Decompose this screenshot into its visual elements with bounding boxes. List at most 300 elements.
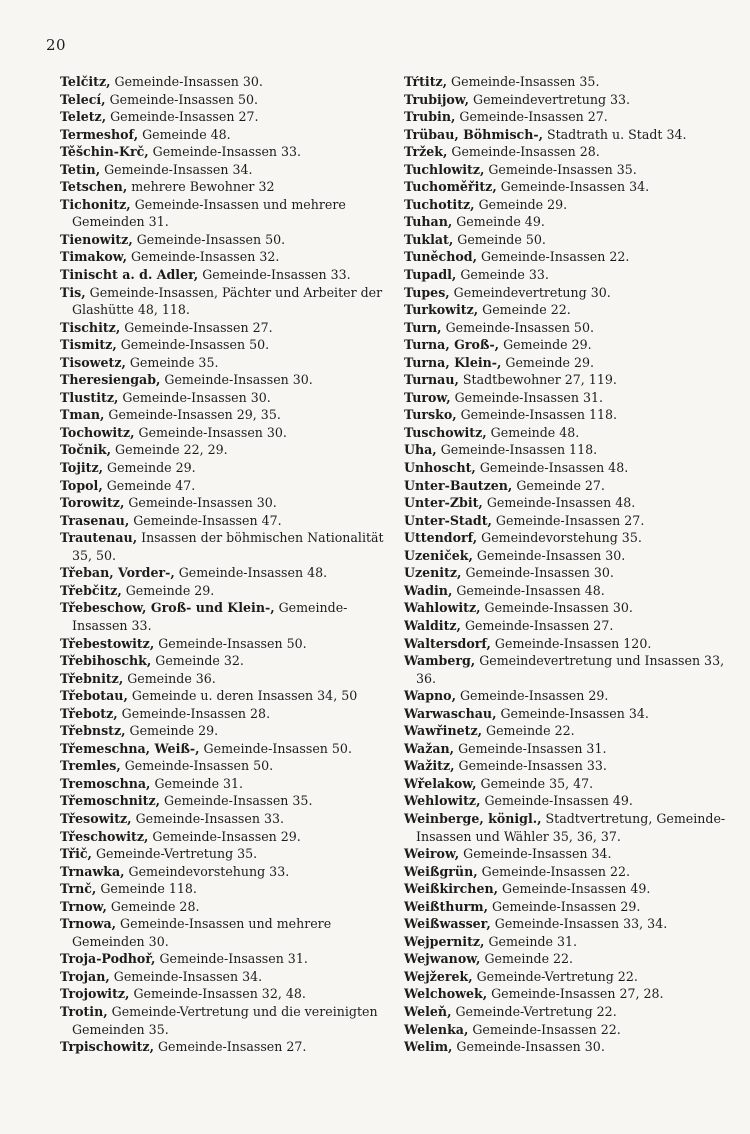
entry-description: Stadtrath u. Stadt 34.: [542, 126, 687, 142]
entry-description: Gemeinde 50.: [453, 231, 546, 247]
entry-description: Gemeinde-Insassen 50.: [116, 337, 270, 353]
entry-place-name: Třebčitz,: [60, 582, 122, 598]
entry-place-name: Walditz,: [404, 617, 461, 633]
index-entry: [404, 284, 726, 302]
entry-description: Gemeinde-Insassen 27.: [106, 109, 259, 125]
entry-description: Gemeinde-Insassen 30.: [134, 424, 287, 440]
entry-description: Gemeinde 29.: [499, 337, 592, 353]
entry-description: Gemeinde-Insassen 28.: [117, 705, 271, 721]
entry-place-name: Wadin,: [404, 582, 453, 598]
index-entry: [404, 564, 726, 582]
entry-place-name: Tetin,: [60, 161, 101, 177]
entry-description: Gemeinde-Insassen 35.: [160, 793, 313, 809]
index-entry: [60, 687, 390, 705]
entry-place-name: Torowitz,: [60, 495, 125, 511]
entry-description: Gemeinde-Insassen 27.: [153, 1039, 307, 1055]
index-entry: [404, 599, 726, 617]
index-entry: [60, 441, 390, 459]
entry-description: Gemeinde 48.: [486, 424, 580, 440]
entry-place-name: Wahlowitz,: [404, 600, 481, 616]
entry-place-name: Troja-Podhoř,: [60, 951, 156, 967]
index-entry: [404, 985, 726, 1003]
index-entry: [60, 599, 390, 634]
entry-description: Gemeinde-Insassen 28.: [447, 144, 600, 160]
entry-description: Gemeinde-Insassen 118.: [436, 442, 598, 458]
index-column-left: [60, 73, 390, 1056]
index-entry: [404, 512, 726, 530]
entry-place-name: Tuchoměřitz,: [404, 179, 497, 195]
index-entry: [404, 757, 726, 775]
entry-place-name: Uzeniček,: [404, 547, 473, 563]
entry-place-name: Turow,: [404, 389, 451, 405]
entry-place-name: Turn,: [404, 319, 442, 335]
entry-description: Gemeinde 35.: [125, 354, 219, 370]
entry-description: Gemeinde-Vertretung und die vereinigten Gemeinden 35.: [72, 1003, 378, 1037]
index-entry: [404, 126, 726, 144]
entry-place-name: Trübau, Böhmisch-,: [404, 126, 543, 142]
entry-place-name: Tisowetz,: [60, 354, 126, 370]
index-entry: [60, 564, 390, 582]
entry-description: Gemeinde-Insassen 27, 28.: [487, 986, 664, 1002]
entry-description: Gemeinde-Insassen 31.: [155, 951, 308, 967]
entry-place-name: Třebnitz,: [60, 670, 124, 686]
index-entry: [404, 933, 726, 951]
index-entry: [404, 266, 726, 284]
entry-place-name: Wejžerek,: [404, 968, 473, 984]
index-entry: [404, 740, 726, 758]
entry-place-name: Třič,: [60, 846, 92, 862]
entry-place-name: Weinberge, königl.,: [404, 810, 542, 826]
entry-place-name: Tienowitz,: [60, 231, 133, 247]
entry-place-name: Weißkirchen,: [404, 881, 499, 897]
entry-place-name: Teletz,: [60, 109, 107, 125]
index-column-right: [404, 73, 726, 1056]
index-entry: [404, 722, 726, 740]
entry-description: Gemeinde-Insassen 48.: [174, 565, 328, 581]
index-entry: [404, 319, 726, 337]
index-entry: [404, 810, 726, 845]
index-entry: [404, 494, 726, 512]
index-entry: [60, 898, 390, 916]
entry-place-name: Telecí,: [60, 91, 106, 107]
entry-place-name: Trnč,: [60, 881, 97, 897]
entry-place-name: Tochowitz,: [60, 424, 135, 440]
index-entry: [60, 810, 390, 828]
entry-description: Gemeinde-Insassen 50.: [132, 231, 286, 247]
entry-description: Gemeinde 32.: [151, 653, 244, 669]
index-entry: [60, 319, 390, 337]
entry-description: Gemeindevertretung 33.: [469, 91, 631, 107]
index-entry: [60, 775, 390, 793]
entry-place-name: Trnowa,: [60, 916, 117, 932]
index-entry: [404, 196, 726, 214]
index-entry: [404, 915, 726, 933]
entry-description: Gemeinde-Insassen 30.: [472, 547, 626, 563]
index-entry: [404, 529, 726, 547]
entry-place-name: Třemeschna, Weiß-,: [60, 740, 200, 756]
index-entry: [60, 582, 390, 600]
entry-description: Gemeinde-Insassen 30.: [480, 600, 633, 616]
entry-place-name: Wapno,: [404, 688, 456, 704]
entry-place-name: Topol,: [60, 477, 103, 493]
entry-description: Gemeinde-Vertretung 35.: [91, 846, 258, 862]
entry-place-name: Trojowitz,: [60, 986, 130, 1002]
entry-place-name: Třebotz,: [60, 705, 118, 721]
index-entry: [60, 354, 390, 372]
index-entry: [60, 91, 390, 109]
index-entry: [404, 213, 726, 231]
entry-description: Gemeinde-Insassen 48.: [452, 582, 605, 598]
entry-place-name: Trojan,: [60, 968, 110, 984]
entry-place-name: Unhoscht,: [404, 460, 476, 476]
index-entry: [404, 1021, 726, 1039]
entry-place-name: Weißgrün,: [404, 863, 478, 879]
index-entry: [60, 705, 390, 723]
page-number: 20: [46, 36, 67, 54]
entry-description: Gemeinde 48.: [138, 126, 231, 142]
entry-place-name: Trnawka,: [60, 863, 125, 879]
entry-description: Gemeinde 29.: [103, 460, 196, 476]
index-entry: [60, 108, 390, 126]
entry-description: Gemeinde 22.: [482, 723, 575, 739]
index-entry: [60, 635, 390, 653]
entry-description: Gemeinde 35, 47.: [476, 775, 594, 791]
entry-place-name: Wažan,: [404, 740, 455, 756]
index-entry: [60, 880, 390, 898]
entry-place-name: Tetschen,: [60, 179, 128, 195]
entry-place-name: Tman,: [60, 407, 105, 423]
entry-place-name: Tojitz,: [60, 460, 104, 476]
entry-place-name: Trasenau,: [60, 512, 130, 528]
index-entry: [404, 705, 726, 723]
entry-description: Gemeinde 33.: [456, 267, 549, 283]
entry-place-name: Tuschowitz,: [404, 424, 487, 440]
entry-description: Gemeindevorstehung 33.: [124, 863, 290, 879]
entry-description: Gemeinde 31.: [150, 775, 244, 791]
entry-description: Gemeinde-Insassen 35.: [447, 74, 600, 89]
entry-description: Gemeinde-Insassen 120.: [490, 635, 652, 651]
entry-description: Gemeinde-Insassen 30.: [160, 372, 313, 388]
entry-description: Gemeinde-Insassen 34.: [109, 968, 263, 984]
index-entry: [60, 73, 390, 91]
index-entry: [404, 652, 726, 687]
entry-description: Gemeinde-Insassen 31.: [454, 740, 607, 756]
entry-description: Gemeinde-Insassen 29.: [148, 828, 301, 844]
entry-place-name: Tlustitz,: [60, 389, 119, 405]
entry-description: Gemeinde-Insassen 48.: [482, 495, 636, 511]
entry-description: Gemeinde 36.: [123, 670, 216, 686]
entry-description: Gemeinde-Insassen 32.: [126, 249, 280, 265]
entry-description: Gemeinde-Insassen und mehrere Gemeinden 30.: [72, 916, 332, 949]
entry-place-name: Tis,: [60, 284, 86, 300]
entry-description: Gemeinde-Insassen 33, 34.: [490, 916, 668, 932]
entry-description: Gemeinde 29.: [125, 723, 219, 739]
entry-place-name: Třebnstz,: [60, 723, 126, 739]
index-entry: [404, 775, 726, 793]
index-entry: [404, 441, 726, 459]
index-entry: [404, 231, 726, 249]
entry-description: Gemeinde-Insassen 27.: [491, 512, 645, 528]
entry-place-name: Tischitz,: [60, 319, 121, 335]
entry-description: Gemeinde 27.: [512, 477, 605, 493]
entry-place-name: Tremles,: [60, 758, 121, 774]
index-entry: [404, 248, 726, 266]
index-entry: [60, 494, 390, 512]
index-entry: [60, 389, 390, 407]
entry-description: Gemeinde-Insassen 118.: [456, 407, 618, 423]
entry-place-name: Welchowek,: [404, 986, 488, 1002]
entry-description: Gemeinde-Insassen 29.: [455, 688, 609, 704]
index-entry: [404, 354, 726, 372]
entry-description: Stadtbewohner 27, 119.: [458, 372, 617, 388]
entry-description: Gemeinde-Insassen und mehrere Gemeinden 31.: [72, 196, 346, 230]
entry-place-name: Weirow,: [404, 846, 460, 862]
index-entry: [60, 477, 390, 495]
entry-description: Gemeinde-Insassen, Pächter und Arbeiter der Glashütte 48, 118.: [72, 284, 383, 318]
index-entry: [404, 635, 726, 653]
index-entry: [404, 582, 726, 600]
entry-description: Gemeinde-Insassen 34.: [496, 179, 650, 195]
index-entry: [60, 424, 390, 442]
index-entry: [60, 143, 390, 161]
entry-place-name: Wejpernitz,: [404, 933, 485, 949]
entry-description: Gemeinde 22.: [478, 302, 571, 318]
entry-place-name: Turna, Klein-,: [404, 354, 502, 370]
entry-place-name: Wehlowitz,: [404, 793, 481, 809]
entry-description: Gemeindevertretung und Insassen 33, 36.: [416, 653, 725, 686]
index-entry: [60, 266, 390, 284]
entry-description: Gemeinde-Insassen 49.: [498, 881, 651, 897]
index-entry: [60, 757, 390, 775]
index-entry: [60, 968, 390, 986]
entry-place-name: Unter-Stadt,: [404, 512, 492, 528]
entry-description: Gemeinde 49.: [452, 214, 545, 230]
entry-place-name: Wažitz,: [404, 758, 455, 774]
index-entry: [60, 512, 390, 530]
entry-place-name: Weißwasser,: [404, 916, 491, 932]
entry-description: Gemeinde-Insassen 48.: [475, 460, 629, 476]
entry-description: Gemeinde-Insassen 31.: [450, 389, 604, 405]
index-entry: [60, 792, 390, 810]
entry-place-name: Trpischowitz,: [60, 1039, 154, 1055]
entry-place-name: Trubijow,: [404, 91, 469, 107]
entry-place-name: Třeschowitz,: [60, 828, 149, 844]
index-entry: [60, 722, 390, 740]
entry-place-name: Uha,: [404, 442, 437, 458]
entry-place-name: Tursko,: [404, 407, 457, 423]
entry-place-name: Tremoschna,: [60, 775, 151, 791]
index-entry: [60, 828, 390, 846]
entry-place-name: Welenka,: [404, 1021, 469, 1037]
entry-place-name: Tuhan,: [404, 214, 453, 230]
index-entry: [60, 985, 390, 1003]
entry-place-name: Tuchlowitz,: [404, 161, 485, 177]
entry-description: Gemeinde-Insassen 35.: [484, 161, 637, 177]
index-entry: [404, 863, 726, 881]
index-entry: [404, 1038, 726, 1056]
entry-description: Gemeinde-Insassen 33.: [131, 810, 284, 826]
entry-place-name: Turnau,: [404, 372, 459, 388]
index-entry: [404, 880, 726, 898]
entry-description: Gemeinde 29.: [121, 582, 215, 598]
index-entry: [404, 547, 726, 565]
index-entry: [60, 670, 390, 688]
index-entry: [60, 178, 390, 196]
entry-description: Gemeinde-Insassen 30.: [461, 565, 614, 581]
index-entry: [60, 845, 390, 863]
index-entry: [60, 406, 390, 424]
index-entry: [60, 161, 390, 179]
entry-description: Gemeinde-Insassen 49.: [480, 793, 633, 809]
entry-place-name: Třebestowitz,: [60, 635, 155, 651]
entry-place-name: Těšchin-Krč,: [60, 144, 149, 160]
entry-description: Gemeinde-Insassen 30.: [118, 389, 271, 405]
entry-place-name: Tismitz,: [60, 337, 117, 353]
index-entry: [404, 845, 726, 863]
index-entry: [60, 652, 390, 670]
index-entry: [404, 389, 726, 407]
entry-description: Gemeinde 28.: [106, 898, 200, 914]
entry-place-name: Třebotau,: [60, 688, 128, 704]
entry-description: Gemeindevorstehung 35.: [477, 530, 642, 546]
entry-description: Gemeinde-Insassen 50.: [120, 758, 274, 774]
index-entry: [404, 371, 726, 389]
entry-description: Gemeinde 22, 29.: [111, 442, 228, 458]
index-entry: [60, 371, 390, 389]
entry-place-name: Tuněchod,: [404, 249, 477, 265]
entry-place-name: Wamberg,: [404, 653, 476, 669]
entry-description: Gemeinde-Vertretung 22.: [451, 1003, 617, 1019]
entry-description: Gemeinde 29.: [474, 196, 568, 212]
entry-place-name: Wawřinetz,: [404, 723, 482, 739]
index-entry: [60, 529, 390, 564]
entry-place-name: Třemoschnitz,: [60, 793, 161, 809]
entry-description: Gemeinde-Insassen 33.: [72, 600, 348, 633]
entry-description: Gemeinde 22.: [480, 951, 574, 967]
index-entry: [60, 1003, 390, 1038]
entry-place-name: Tichonitz,: [60, 196, 131, 212]
entry-place-name: Weleň,: [404, 1003, 452, 1019]
entry-place-name: Třebihoschk,: [60, 653, 152, 669]
entry-description: Gemeinde-Insassen 32, 48.: [129, 986, 306, 1002]
entry-description: Stadtvertretung, Gemeinde-Insassen und Wähler 35, 36, 37.: [416, 810, 726, 844]
entry-place-name: Tuchotitz,: [404, 196, 475, 212]
entry-description: Gemeinde-Insassen 29, 35.: [104, 407, 281, 423]
index-entry: [60, 231, 390, 249]
entry-description: Gemeinde-Insassen 30.: [452, 1039, 605, 1055]
index-entry: [404, 336, 726, 354]
entry-place-name: Unter-Bautzen,: [404, 477, 513, 493]
entry-place-name: Timakow,: [60, 249, 127, 265]
index-entry: [404, 161, 726, 179]
entry-description: Gemeinde-Insassen 29.: [487, 898, 641, 914]
index-entry: [404, 424, 726, 442]
entry-description: Gemeinde-Insassen 34.: [496, 705, 649, 721]
entry-place-name: Warwaschau,: [404, 705, 497, 721]
entry-place-name: Telčitz,: [60, 74, 111, 89]
entry-description: Gemeinde 118.: [96, 881, 197, 897]
entry-place-name: Trnow,: [60, 898, 107, 914]
index-entry: [404, 687, 726, 705]
entry-description: Gemeinde-Insassen 50.: [154, 635, 307, 651]
entry-description: Gemeinde-Insassen 33.: [198, 267, 351, 283]
entry-description: Gemeinde-Insassen 50.: [199, 740, 352, 756]
entry-description: Gemeindevertretung 30.: [449, 284, 611, 300]
entry-description: Gemeinde-Insassen 50.: [105, 91, 258, 107]
index-entry: [404, 792, 726, 810]
entry-place-name: Trautenau,: [60, 530, 138, 546]
entry-description: Gemeinde-Insassen 27.: [455, 109, 608, 125]
index-entry: [404, 143, 726, 161]
index-entry: [404, 950, 726, 968]
index-entry: [404, 898, 726, 916]
entry-description: Gemeinde-Insassen 22.: [476, 249, 630, 265]
index-entry: [60, 126, 390, 144]
entry-description: Gemeinde-Insassen 27.: [120, 319, 273, 335]
entry-place-name: Trubin,: [404, 109, 456, 125]
entry-place-name: Tŕtitz,: [404, 74, 448, 89]
entry-description: Gemeinde-Insassen 30.: [110, 74, 263, 89]
index-entry: [404, 406, 726, 424]
entry-place-name: Wejwanow,: [404, 951, 481, 967]
entry-description: Insassen der böhmischen Nationalität 35, 50.: [72, 530, 384, 563]
entry-place-name: Weißthurm,: [404, 898, 488, 914]
entry-place-name: Třeban, Vorder-,: [60, 565, 175, 581]
entry-place-name: Tuklat,: [404, 231, 454, 247]
index-entry: [404, 459, 726, 477]
index-entry: [60, 284, 390, 319]
entry-place-name: Termeshof,: [60, 126, 139, 142]
entry-description: Gemeinde-Insassen 22.: [477, 863, 631, 879]
entry-place-name: Wřelakow,: [404, 775, 477, 791]
index-entry: [404, 477, 726, 495]
entry-description: Gemeinde 29.: [501, 354, 594, 370]
entry-place-name: Tupes,: [404, 284, 450, 300]
entry-place-name: Trotin,: [60, 1003, 108, 1019]
entry-description: Gemeinde-Insassen 33.: [454, 758, 607, 774]
index-entry: [404, 108, 726, 126]
entry-place-name: Tržek,: [404, 144, 448, 160]
index-entry: [404, 1003, 726, 1021]
index-entry: [60, 740, 390, 758]
index-entry: [60, 336, 390, 354]
index-entry: [60, 950, 390, 968]
entry-place-name: Třebeschow, Groß- und Klein-,: [60, 600, 275, 616]
entry-description: Gemeinde-Insassen 34.: [459, 846, 612, 862]
entry-place-name: Tinischt a. d. Adler,: [60, 267, 199, 283]
entry-place-name: Turna, Groß-,: [404, 337, 500, 353]
index-entry: [404, 91, 726, 109]
entry-description: Gemeinde-Insassen 33.: [148, 144, 302, 160]
entry-place-name: Točnik,: [60, 442, 112, 458]
index-entry: [60, 196, 390, 231]
entry-description: Gemeinde-Vertretung 22.: [472, 968, 638, 984]
entry-description: Gemeinde u. deren Insassen 34, 50: [127, 688, 358, 704]
index-entry: [60, 459, 390, 477]
entry-place-name: Theresiengab,: [60, 372, 161, 388]
entry-description: Gemeinde-Insassen 50.: [441, 319, 594, 335]
index-entry: [404, 301, 726, 319]
entry-place-name: Unter-Zbit,: [404, 495, 483, 511]
entry-place-name: Welim,: [404, 1039, 453, 1055]
entry-place-name: Turkowitz,: [404, 302, 479, 318]
index-entry: [404, 73, 726, 91]
index-entry: [404, 968, 726, 986]
entry-description: Gemeinde 31.: [484, 933, 578, 949]
entry-description: mehrere Bewohner 32: [127, 179, 275, 195]
entry-description: Gemeinde-Insassen 47.: [129, 512, 282, 528]
index-entry: [60, 248, 390, 266]
